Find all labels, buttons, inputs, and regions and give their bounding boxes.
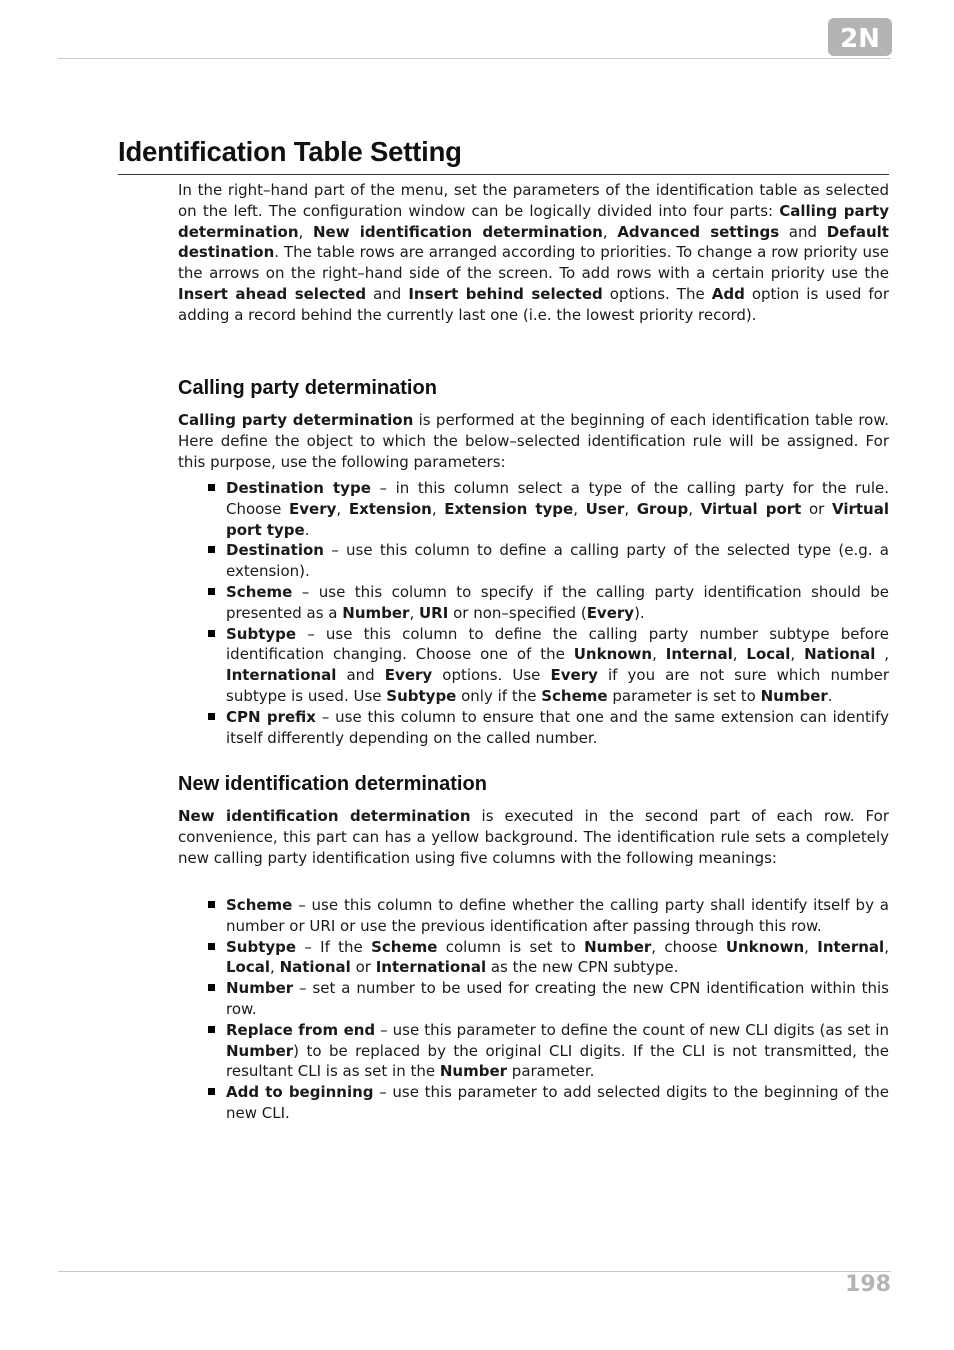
- text-run: is executed in the second part of each row. For convenience, this part can has a yellow background. The identification rule sets a completely new calling party identification using five columns with the following meanings:: [178, 807, 889, 867]
- bold-term: Add: [711, 284, 745, 303]
- text-run: parameter is set to: [607, 686, 761, 705]
- bold-term: Internal: [817, 937, 885, 956]
- bullet-list-calling-party: [208, 478, 889, 748]
- bullet-list-new-identification: [208, 895, 889, 1124]
- page-title: Identification Table Setting: [118, 136, 462, 167]
- bullet-square-icon: [208, 1026, 215, 1033]
- bold-term: CPN prefix: [226, 707, 316, 726]
- list-item: [208, 1082, 889, 1124]
- bullet-square-icon: [208, 588, 215, 595]
- bullet-square-icon: [208, 484, 215, 491]
- text-run: if you are not sure which number subtype is used. Use: [226, 666, 889, 705]
- bold-term: Group: [636, 499, 689, 518]
- bold-term: Unknown: [725, 937, 805, 956]
- text-run: ,: [884, 937, 889, 956]
- bullet-square-icon: [208, 1088, 215, 1095]
- text-run: ,: [875, 645, 890, 664]
- bold-term: Every: [586, 603, 635, 622]
- text-run: or: [350, 958, 376, 977]
- list-item: [208, 1020, 889, 1082]
- text-run: ,: [298, 222, 313, 241]
- text-run: options. The: [602, 284, 712, 303]
- bullet-square-icon: [208, 630, 215, 637]
- text-run: ,: [688, 499, 701, 518]
- text-run: and: [336, 666, 385, 685]
- text-run: – in this column select a type of the calling party for the rule. Choose: [226, 479, 890, 518]
- bold-term: National: [804, 645, 876, 664]
- text-run: – use this column to specify if the calling party identification should be presented as a: [226, 582, 889, 622]
- text-run: – use this column to define whether the calling party shall identify itself by a number or URI or use the previous identification after passing through this row.: [226, 896, 889, 935]
- bullet-square-icon: [208, 546, 215, 553]
- list-item: [208, 540, 889, 582]
- bold-term: New identification determination: [313, 222, 603, 241]
- text-run: ,: [790, 645, 805, 664]
- intro-paragraph: [178, 180, 889, 326]
- bold-term: Insert ahead selected: [178, 284, 367, 303]
- bold-term: Scheme: [226, 582, 293, 601]
- bold-term: Subtype: [386, 686, 457, 705]
- bold-term: Internal: [665, 645, 733, 664]
- list-item: [208, 937, 889, 979]
- list-item: [208, 582, 889, 624]
- bold-term: Virtual port: [700, 499, 802, 518]
- text-run: , choose: [651, 937, 726, 956]
- text-run: and: [366, 284, 409, 303]
- section-paragraph-new-identification: [178, 806, 889, 868]
- text-run: ,: [409, 603, 419, 622]
- text-run: – use this column to define the calling party number subtype before identification changing. Choose one of the: [226, 624, 889, 664]
- text-run: parameter.: [507, 1062, 595, 1081]
- bold-term: Number: [584, 937, 652, 956]
- text-run: ,: [624, 499, 637, 518]
- header-divider: [58, 58, 891, 59]
- bold-term: Scheme: [541, 686, 608, 705]
- bold-term: Subtype: [226, 624, 297, 643]
- text-run: – set a number to be used for creating the new CPN identification within this row.: [226, 979, 889, 1018]
- text-run: ,: [336, 499, 349, 518]
- bold-term: Scheme: [371, 937, 438, 956]
- text-run: or non–specified (: [448, 603, 587, 622]
- bold-term: Unknown: [573, 645, 653, 664]
- bold-term: Destination type: [226, 479, 371, 497]
- bold-term: National: [279, 958, 351, 977]
- text-run: .: [304, 520, 310, 539]
- bold-term: Extension: [348, 499, 432, 518]
- bold-term: Calling party determination: [178, 201, 889, 241]
- bold-term: Virtual port type: [226, 499, 889, 539]
- logo-text: 2N: [840, 24, 880, 54]
- bullet-square-icon: [208, 713, 215, 720]
- text-run: .: [827, 686, 833, 705]
- text-run: and: [779, 222, 827, 241]
- text-run: as the new CPN subtype.: [486, 958, 679, 977]
- list-item: [208, 707, 889, 749]
- section-paragraph-calling-party: [178, 410, 889, 472]
- bold-term: Add to beginning: [226, 1083, 374, 1102]
- text-run: option is used for adding a record behind the currently last one (i.e. the lowest priority record).: [178, 284, 889, 324]
- text-run: is performed at the beginning of each identification table row. Here define the object to which the below–selected identification rule will be assigned. For this purpose, use the following parameters:: [178, 411, 889, 471]
- text-run: ,: [732, 645, 747, 664]
- bullet-square-icon: [208, 984, 215, 991]
- text-run: ,: [270, 958, 280, 977]
- list-item: [208, 978, 889, 1020]
- list-item: [208, 478, 889, 540]
- bullet-square-icon: [208, 943, 215, 950]
- text-run: ,: [804, 937, 818, 956]
- text-run: ,: [652, 645, 666, 664]
- text-run: . The table rows are arranged according to priorities. To change a row priority use the arrows on the right–hand side of the screen. To add rows with a certain priority use the: [178, 243, 889, 283]
- text-run: – use this parameter to add selected digits to the beginning of the new CLI.: [226, 1083, 889, 1122]
- bold-term: Calling party determination: [178, 411, 414, 429]
- bold-term: Number: [226, 1041, 294, 1060]
- section-heading-calling-party: Calling party determination: [178, 377, 437, 399]
- bold-term: Extension type: [444, 499, 574, 518]
- bold-term: Subtype: [226, 937, 297, 956]
- text-run: ,: [602, 222, 618, 241]
- bold-term: Number: [760, 686, 828, 705]
- brand-logo: [828, 18, 892, 56]
- bold-term: Destination: [226, 541, 324, 560]
- section-heading-new-identification: New identification determination: [178, 773, 487, 795]
- text-run: – use this column to define a calling party of the selected type (e.g. a extension).: [226, 541, 889, 581]
- bullet-square-icon: [208, 901, 215, 908]
- bold-term: User: [585, 499, 625, 518]
- page-number: 198: [845, 1272, 891, 1297]
- bold-term: International: [375, 958, 487, 977]
- text-run: ,: [573, 499, 586, 518]
- text-run: – use this column to ensure that one and the same extension can identify itself differently depending on the called number.: [226, 707, 889, 747]
- text-run: ).: [634, 603, 645, 622]
- bold-term: Scheme: [226, 896, 293, 914]
- bold-term: Local: [746, 645, 791, 664]
- text-run: options. Use: [432, 666, 551, 685]
- bold-term: Number: [226, 979, 294, 998]
- bold-term: Every: [550, 666, 598, 685]
- text-run: – use this parameter to define the count of new CLI digits (as set in: [375, 1020, 889, 1039]
- footer-divider: [58, 1271, 891, 1272]
- text-run: ,: [431, 499, 445, 518]
- bold-term: Local: [226, 958, 271, 977]
- bold-term: International: [226, 666, 337, 685]
- text-run: ) to be replaced by the original CLI digits. If the CLI is not transmitted, the resultant CLI is as set in the: [226, 1041, 889, 1081]
- bold-term: Advanced settings: [617, 222, 780, 241]
- title-underline: [118, 174, 889, 175]
- list-item: [208, 895, 889, 937]
- bold-term: Insert behind selected: [408, 284, 603, 303]
- bold-term: New identification determination: [178, 807, 471, 825]
- bold-term: URI: [419, 603, 449, 622]
- list-item: [208, 624, 889, 707]
- bold-term: Replace from end: [226, 1020, 376, 1039]
- bold-term: Number: [342, 603, 410, 622]
- text-run: or: [801, 499, 832, 518]
- bold-term: Every: [289, 499, 337, 518]
- bold-term: Default destination: [178, 222, 889, 262]
- text-run: In the right–hand part of the menu, set the parameters of the identification table as selected on the left. The configuration window can be logically divided into four parts:: [178, 181, 889, 220]
- text-run: – If the: [296, 937, 372, 956]
- text-run: column is set to: [437, 937, 585, 956]
- bold-term: Number: [439, 1062, 508, 1081]
- bold-term: Every: [384, 666, 433, 685]
- text-run: only if the: [456, 686, 542, 705]
